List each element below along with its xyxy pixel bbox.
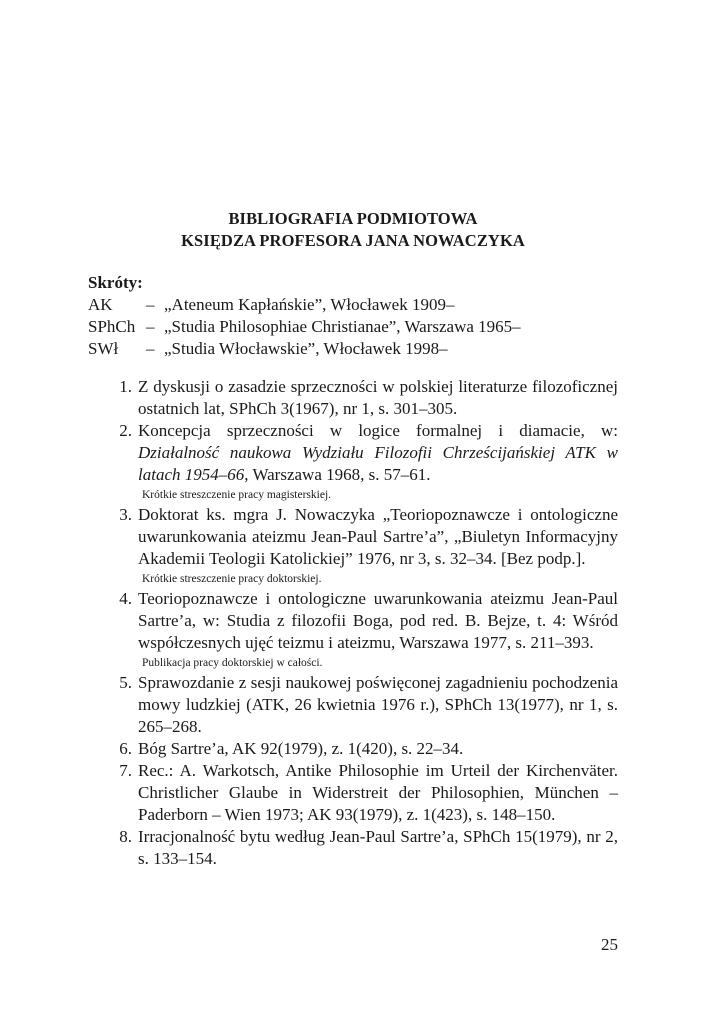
entry-number: 3. [119,505,132,524]
entry-number: 5. [119,673,132,692]
entry-text: Teoriopoznawcze i ontologiczne uwarunkowania ateizmu Jean-Paul Sartre’a, w: Studia z filozofii Boga, pod red. B. Bejze, t. 4: Wśród współczesnych ujęć teizmu i ateizmu, Warszawa 1977, s. 211–393. [138,589,618,652]
entry-text: Z dyskusji o zasadzie sprzeczności w polskiej literaturze filozoficznej ostatnich lat, SPhCh 3(1967), nr 1, s. 301–305. [138,377,618,418]
abbreviation-code: SWł [88,339,119,358]
list-item [88,672,618,738]
abbreviation-text: „Studia Philosophiae Christianae”, Warszawa 1965– [164,317,521,336]
abbreviation-dash: – [146,295,155,314]
entry-text: Bóg Sartre’a, AK 92(1979), z. 1(420), s. 22–34. [138,739,464,758]
list-item [88,760,618,826]
entry-note: Publikacja pracy doktorskiej w całości. [142,657,323,669]
abbreviation-row [88,316,618,338]
entry-number: 6. [119,739,132,758]
entry-text: Irracjonalność bytu według Jean-Paul Sartre’a, SPhCh 15(1979), nr 2, s. 133–154. [138,827,618,868]
abbreviation-text: „Studia Włocławskie”, Włocławek 1998– [164,339,448,358]
abbreviation-code: SPhCh [88,317,136,336]
entry-note: Krótkie streszczenie pracy magisterskiej. [142,489,332,501]
bibliography-page [88,208,618,870]
list-item [88,826,618,870]
entry-number: 4. [119,589,132,608]
entry-text: Doktorat ks. mgra J. Nowaczyka „Teoriopoznawcze i ontologiczne uwarunkowania ateizmu Jean-Paul Sartre’a”, „Biuletyn Informacyjny Akademii Teologii Katolickiej” 1976, nr 3, s. 32–34. [Bez podp.]. [138,505,618,568]
entry-number: 2. [119,421,132,440]
page-number: 25 [601,935,618,954]
abbreviation-row [88,338,618,360]
abbreviation-dash: – [146,317,155,336]
entry-text: Rec.: A. Warkotsch, Antike Philosophie im Urteil der Kirchenväter. Christlicher Glaube in Widerstreit der Philosophien, München – Paderborn – Wien 1973; AK 93(1979), z. 1(423), s. 148–150. [138,761,618,824]
entry-note: Krótkie streszczenie pracy doktorskiej. [142,573,322,585]
abbreviation-row [88,294,618,316]
entry-text: Sprawozdanie z sesji naukowej poświęconej zagadnieniu pochodzenia mowy ludzkiej (ATK, 26 kwietnia 1976 r.), SPhCh 13(1977), nr 1, s. 265–268. [138,673,618,736]
entry-number: 8. [119,827,132,846]
title-line-2: KSIĘDZA PROFESORA JANA NOWACZYKA [181,231,525,250]
abbreviation-text: „Ateneum Kapłańskie”, Włocławek 1909– [164,295,455,314]
list-item [88,504,618,570]
bibliography-list [88,376,618,870]
list-item [88,588,618,654]
list-item [88,376,618,420]
title-line-1: BIBLIOGRAFIA PODMIOTOWA [228,209,478,228]
entry-text-pre: Koncepcja sprzeczności w logice formalnej i diamacie, w: [138,421,618,440]
entry-title-italic: Działalność naukowa Wydziału Filozofii Chrześcijańskiej ATK w latach 1954–66 [138,443,618,484]
entry-text-post: , Warszawa 1968, s. 57–61. [244,465,431,484]
entry-text [138,420,618,486]
abbreviation-code: AK [88,295,113,314]
entry-number: 1. [119,377,132,396]
list-item [88,738,618,760]
entry-number: 7. [119,761,132,780]
abbreviations-heading: Skróty: [88,273,143,292]
page-title [88,208,618,252]
list-item [88,420,618,486]
abbreviation-dash: – [146,339,155,358]
